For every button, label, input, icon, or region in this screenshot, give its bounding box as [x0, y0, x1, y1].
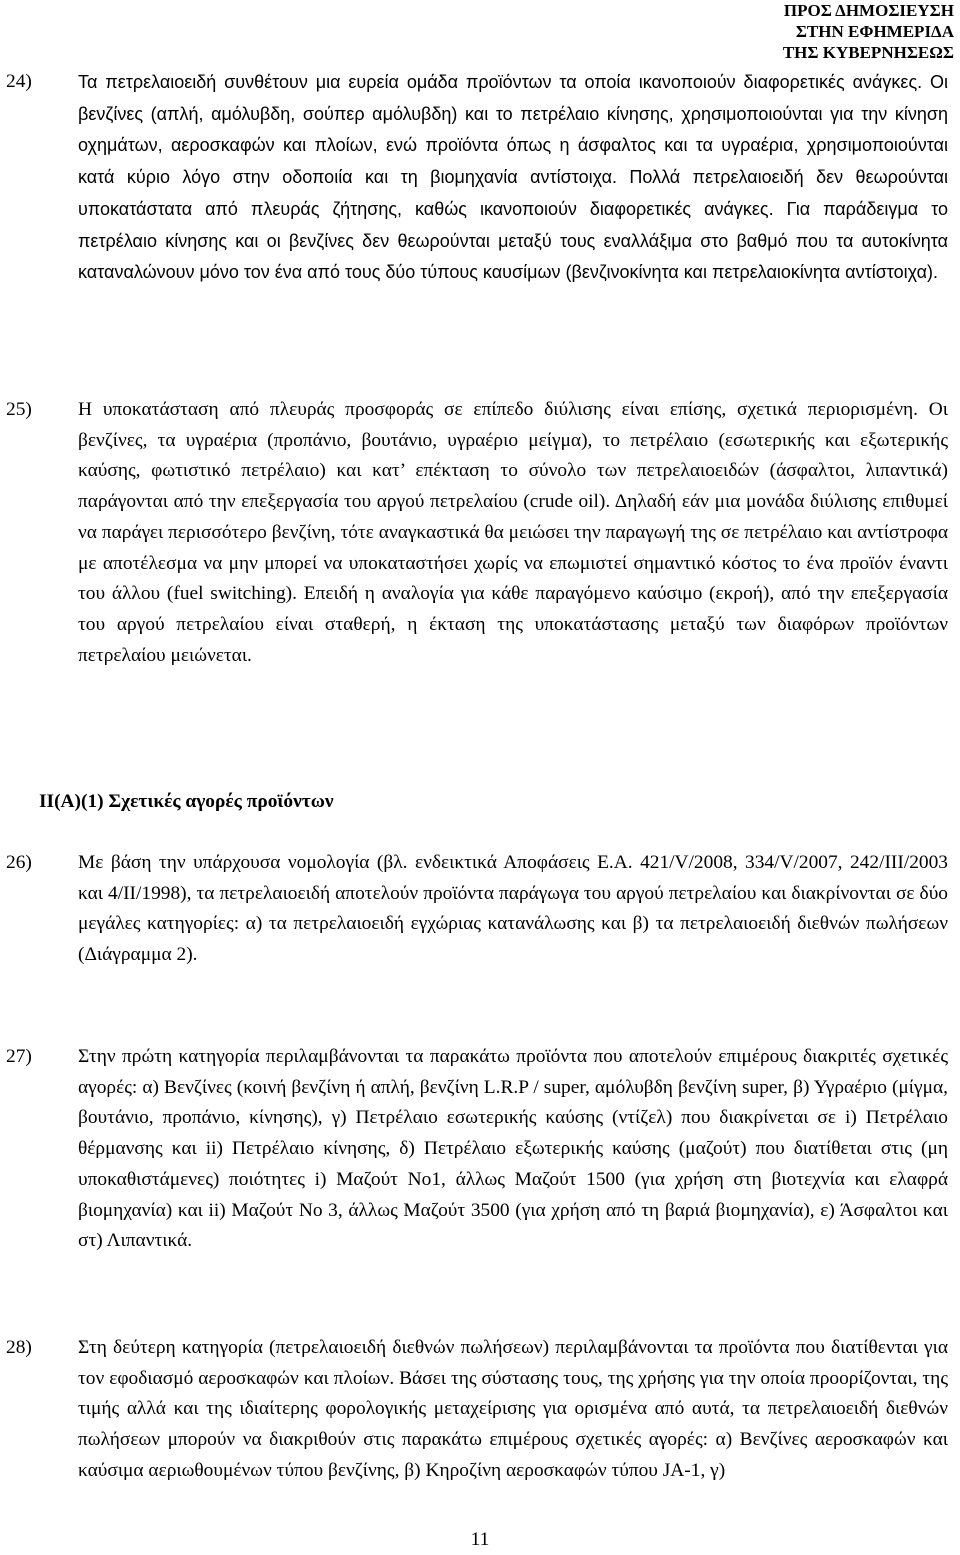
- paragraph-26: [6, 848, 948, 971]
- paragraph-text-sans: Τα πετρελαιοειδή συνθέτουν μια ευρεία ομάδα προϊόντων τα οποία ικανοποιούν διαφορετικές ανάγκες. Οι βενζίνες (απλή, αμόλυβδη, σούπερ αμόλυβδη) και το πετρέλαιο κίνησης, χρησιμοποιούνται για την κίνηση οχημάτων, αεροσκαφών και πλοίων, ενώ προϊόντα όπως η άσφαλτος και τα υγραέρια, χρησιμοποιούνται κατά κύριο λόγο στην οδοποιία και τη βιομηχανία αντίστοιχα. Πολλά πετρελαιοειδή δεν θεωρούνται υποκατάστατα από πλευράς ζήτησης, καθώς ικανοποιούν διαφορετικές ανάγκες.: [78, 72, 948, 219]
- paragraph-24: [6, 67, 948, 289]
- paragraph-number: 25): [6, 399, 32, 420]
- publication-stamp: [783, 0, 954, 63]
- paragraph-text: [78, 67, 948, 289]
- paragraph-text: Η υποκατάσταση από πλευράς προσφοράς σε επίπεδο διύλισης είναι επίσης, σχετικά περιορισμένη. Οι βενζίνες, τα υγραέρια (προπάνιο, βουτάνιο, υγραέριο μείγμα), το πετρέλαιο (εσωτερικής και εξωτερικής καύσης, φωτιστικό πετρέλαιο) και κατ’ επέκταση το σύνολο των πετρελαιοειδών (άσφαλτοι, λιπαντικά) παράγονται από την επεξεργασία του αργού πετρελαίου (crude oil). Δηλαδή εάν μια μονάδα διύλισης επιθυμεί να παράγει περισσότερο βενζίνη, τότε αναγκαστικά θα μειώσει την παραγωγή της σε πετρέλαιο και αντίστροφα με αποτέλεσμα να μην μπορεί να υποκαταστήσει χωρίς να επωμιστεί σημαντικό κόστος το ένα προϊόν έναντι του άλλου (fuel switching). Επειδή η αναλογία για κάθε παραγόμενο καύσιμο (εκροή), από την επεξεργασία του αργού πετρελαίου είναι σταθερή, η έκταση της υποκατάστασης μεταξύ των διαφόρων προϊόντων πετρελαίου μειώνεται.: [78, 399, 948, 666]
- page-number: 11: [470, 1529, 490, 1550]
- paragraph-number: 27): [6, 1046, 32, 1067]
- paragraph-number: 28): [6, 1337, 32, 1358]
- paragraph-number: 24): [6, 71, 32, 92]
- paragraph-text: Στην πρώτη κατηγορία περιλαμβάνονται τα παρακάτω προϊόντα που αποτελούν επιμέρους διακριτές σχετικές αγορές: α) Βενζίνες (κοινή βενζίνη ή απλή, βενζίνη L.R.P / super, αμόλυβδη βενζίνη super, β) Υγραέριο (μίγμα, βουτάνιο, προπάνιο, κίνησης), γ) Πετρέλαιο εσωτερικής καύσης (ντίζελ) που διακρίνεται σε i) Πετρέλαιο θέρμανσης και ii) Πετρέλαιο κίνησης, δ) Πετρέλαιο εξωτερικής καύσης (μαζούτ) που διατίθεται στις (μη υποκαθιστάμενες) ποιότητες i) Μαζούτ Νο1, άλλως Μαζούτ 1500 (για χρήση στη βιοτεχνία και ελαφρά βιομηχανία) και ii) Μαζούτ Νο 3, άλλως Μαζούτ 3500 (για χρήση από τη βαριά βιομηχανία), ε) Άσφαλτοι και στ) Λιπαντικά.: [78, 1046, 948, 1252]
- stamp-line-2: ΣΤΗΝ ΕΦΗΜΕΡΙΔΑ: [795, 22, 954, 41]
- paragraph-28: [6, 1333, 948, 1487]
- paragraph-25: [6, 395, 948, 671]
- paragraph-text-cont: Για παράδειγμα το πετρέλαιο κίνησης και οι βενζίνες δεν θεωρούνται μεταξύ τους εναλλάξιμα στο βαθμό που τα αυτοκίνητα καταναλώνουν μόνο τον ένα από τους δύο τύπους καυσίμων (βενζινοκίνητα και πετρελαιοκίνητα αντίστοιχα).: [78, 198, 949, 283]
- stamp-line-1: ΠΡΟΣ ΔΗΜΟΣΙΕΥΣΗ: [783, 1, 954, 20]
- section-heading: ΙΙ(Α)(1) Σχετικές αγορές προϊόντων: [39, 791, 334, 812]
- paragraph-text: Με βάση την υπάρχουσα νομολογία (βλ. ενδεικτικά Αποφάσεις Ε.Α. 421/V/2008, 334/V/2007, 242/III/2003 και 4/II/1998), τα πετρελαιοειδή αποτελούν προϊόντα παράγωγα του αργού πετρελαίου και διακρίνονται σε δύο μεγάλες κατηγορίες: α) τα πετρελαιοειδή εγχώριας κατανάλωσης και β) τα πετρελαιοειδή διεθνών πωλήσεων (Διάγραμμα 2).: [78, 852, 948, 966]
- paragraph-number: 26): [6, 852, 32, 873]
- paragraph-27: [6, 1042, 948, 1257]
- stamp-line-3: ΤΗΣ ΚΥΒΕΡΝΗΣΕΩΣ: [782, 43, 954, 62]
- paragraph-text: Στη δεύτερη κατηγορία (πετρελαιοειδή διεθνών πωλήσεων) περιλαμβάνονται τα προϊόντα που διατίθενται για τον εφοδιασμό αεροσκαφών και πλοίων. Βάσει της σύστασης τους, της χρήσης για την οποία προορίζονται, της τιμής αλλά και της ιδιαίτερης φορολογικής μεταχείρισης για ορισμένα από αυτά, τα πετρελαιοειδή διεθνών πωλήσεων μπορούν να διακριθούν στις παρακάτω επιμέρους σχετικές αγορές: α) Βενζίνες αεροσκαφών και καύσιμα αεριωθουμένων τύπου βενζίνης, β) Κηροζίνη αεροσκαφών τύπου JA-1, γ): [78, 1337, 948, 1481]
